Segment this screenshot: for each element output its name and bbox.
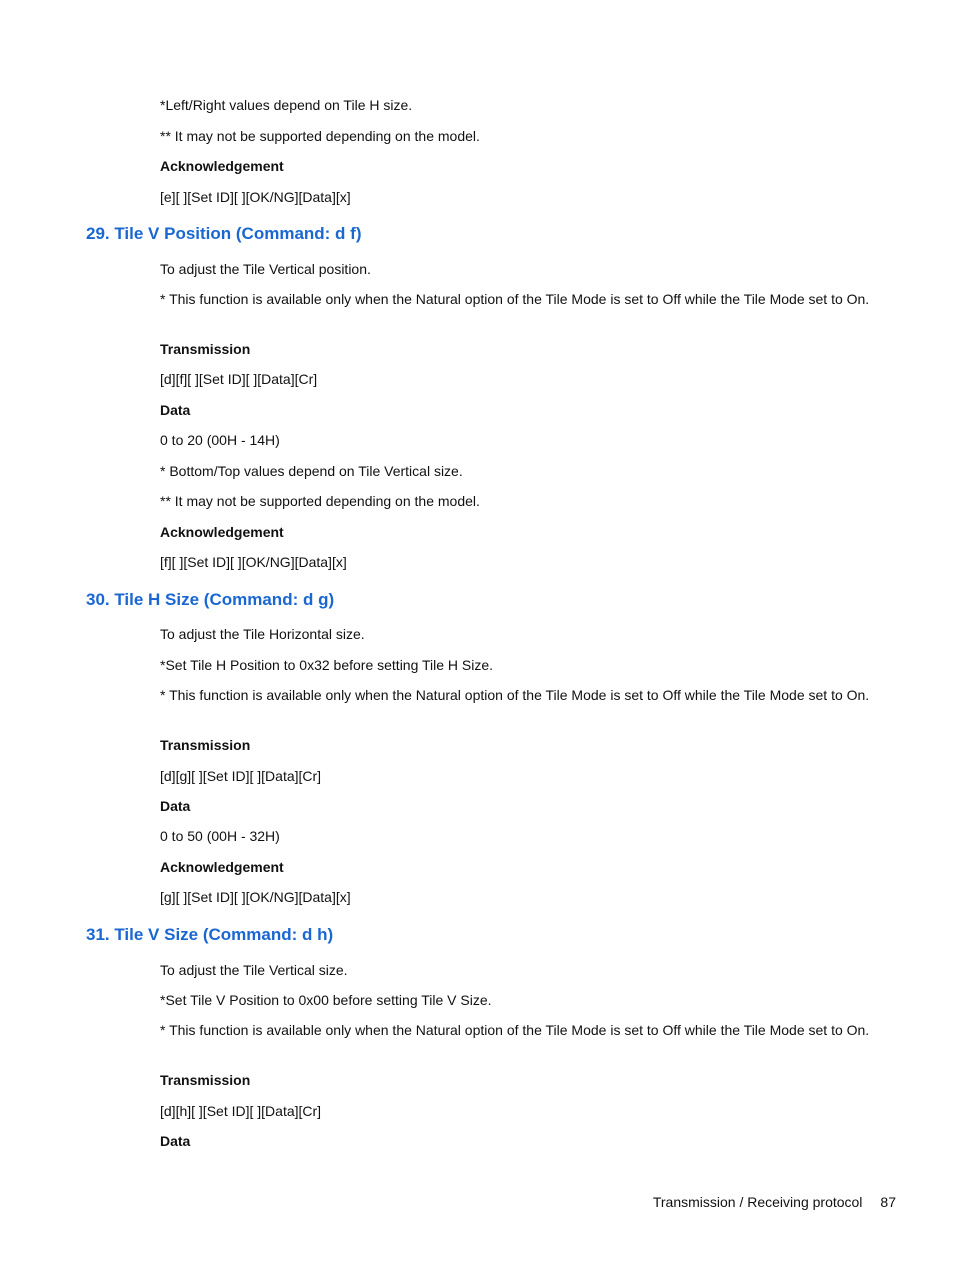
section-29-description: To adjust the Tile Vertical position. — [160, 261, 371, 277]
section-30-availability-note: * This function is available only when the Natural option of the Tile Mode is set to Off while the Tile Mode set to On. — [160, 687, 870, 703]
section-31-heading: 31. Tile V Size (Command: d h) — [86, 925, 334, 944]
section-31-availability-note: * This function is available only when the Natural option of the Tile Mode is set to Off while the Tile Mode set to On. — [160, 1022, 870, 1038]
section-29-acknowledgement-value: [f][ ][Set ID][ ][OK/NG][Data][x] — [160, 554, 347, 570]
section-31-data-label: Data — [160, 1133, 191, 1149]
section-29-transmission-label: Transmission — [160, 341, 251, 357]
section-30-data-value: 0 to 50 (00H - 32H) — [160, 828, 280, 844]
section-30-transmission-value: [d][g][ ][Set ID][ ][Data][Cr] — [160, 768, 322, 784]
acknowledgement-label: Acknowledgement — [160, 158, 284, 174]
section-29-note-bottom-top: * Bottom/Top values depend on Tile Vertical size. — [160, 463, 463, 479]
section-29-transmission-value: [d][f][ ][Set ID][ ][Data][Cr] — [160, 371, 318, 387]
section-30-acknowledgement-value: [g][ ][Set ID][ ][OK/NG][Data][x] — [160, 889, 351, 905]
page-number: 87 — [880, 1194, 896, 1210]
acknowledgement-value: [e][ ][Set ID][ ][OK/NG][Data][x] — [160, 189, 351, 205]
section-29-acknowledgement-label: Acknowledgement — [160, 524, 284, 540]
section-29-availability-note: * This function is available only when the Natural option of the Tile Mode is set to Off while the Tile Mode set to On. — [160, 291, 870, 307]
section-31-set-position-note: *Set Tile V Position to 0x00 before setting Tile V Size. — [160, 992, 492, 1008]
section-31-transmission-value: [d][h][ ][Set ID][ ][Data][Cr] — [160, 1103, 322, 1119]
page-footer — [653, 1192, 896, 1212]
section-29-data-label: Data — [160, 402, 191, 418]
section-30-heading: 30. Tile H Size (Command: d g) — [86, 590, 335, 609]
section-31-transmission-label: Transmission — [160, 1072, 251, 1088]
note-left-right: *Left/Right values depend on Tile H size. — [160, 97, 413, 113]
footer-section-title: Transmission / Receiving protocol — [652, 1194, 863, 1210]
section-30-data-label: Data — [160, 798, 191, 814]
section-30-description: To adjust the Tile Horizontal size. — [160, 626, 365, 642]
section-30-set-position-note: *Set Tile H Position to 0x32 before setting Tile H Size. — [160, 657, 494, 673]
section-30-transmission-label: Transmission — [160, 737, 251, 753]
section-29-heading: 29. Tile V Position (Command: d f) — [86, 224, 362, 243]
section-31-description: To adjust the Tile Vertical size. — [160, 962, 348, 978]
section-30-acknowledgement-label: Acknowledgement — [160, 859, 284, 875]
section-29-data-value: 0 to 20 (00H - 14H) — [160, 432, 280, 448]
note-model-support: ** It may not be supported depending on the model. — [160, 128, 480, 144]
section-29-note-model-support: ** It may not be supported depending on the model. — [160, 493, 480, 509]
